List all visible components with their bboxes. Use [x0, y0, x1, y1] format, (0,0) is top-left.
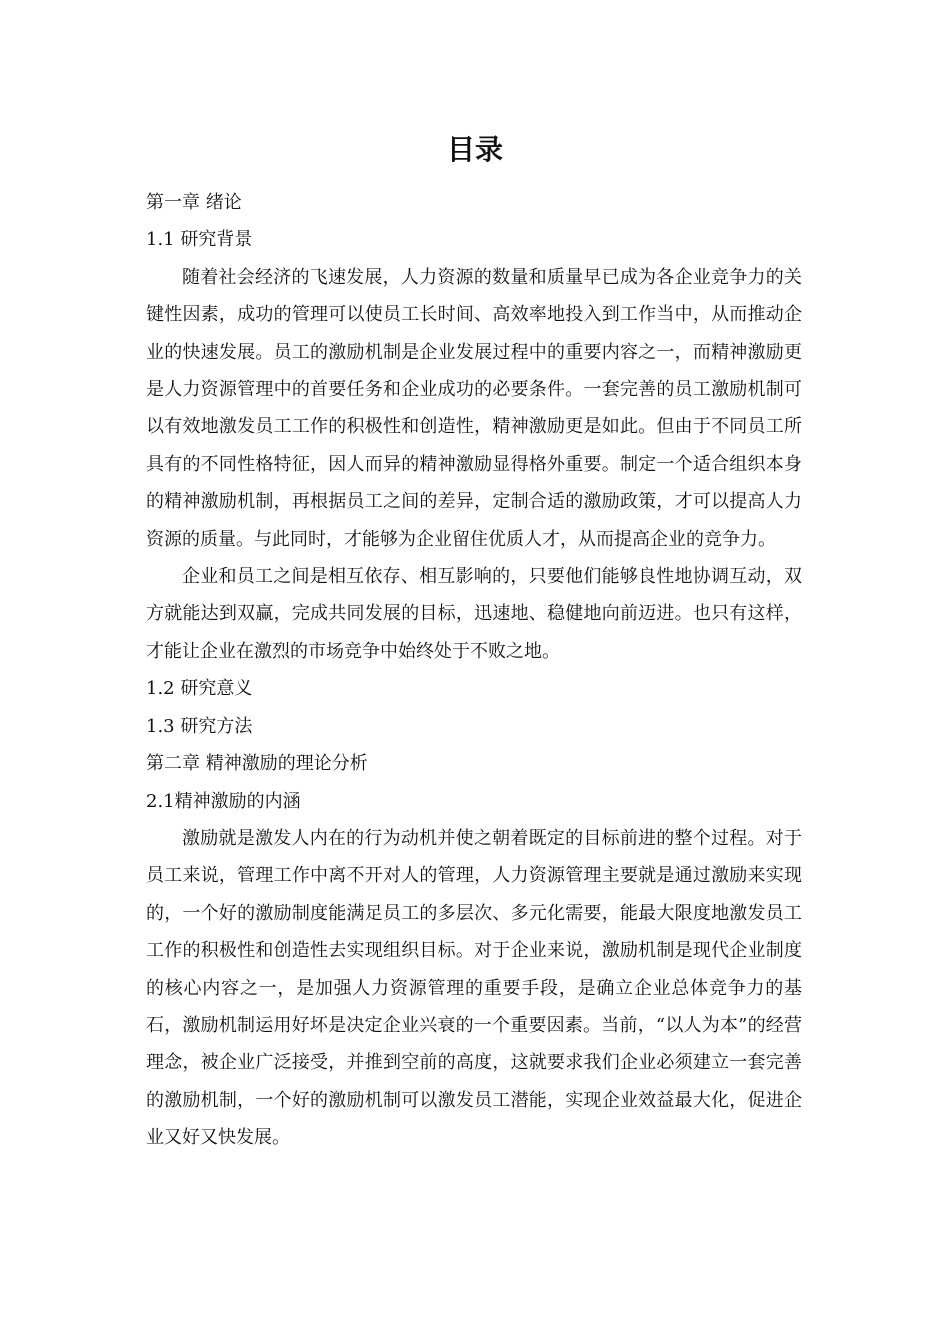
body-paragraph: 企业和员工之间是相互依存、相互影响的，只要他们能够良性地协调互动，双方就能达到双赢，完成共同发展的目标，迅速地、稳健地向前迈进。也只有这样，才能让企业在激烈的市场竞争中始终处于不败之地。: [146, 566, 802, 662]
section-heading: 1.3 研究方法: [146, 715, 253, 737]
section-heading: 1.1 研究背景: [146, 229, 253, 251]
document-body: [146, 184, 802, 1157]
chapter-heading: 第一章 绪论: [146, 192, 242, 213]
section-heading: 1.2 研究意义: [146, 678, 253, 700]
page-title: 目录: [446, 133, 503, 166]
body-paragraph: 激励就是激发人内在的行为动机并使之朝着既定的目标前进的整个过程。对于员工来说，管理工作中离不开对人的管理，人力资源管理主要就是通过激励来实现的，一个好的激励制度能满足员工的多层次、多元化需要，能最大限度地激发员工工作的积极性和创造性去实现组织目标。对于企业来说，激励机制是现代企业制度的核心内容之一，是加强人力资源管理的重要手段，是确立企业总体竞争力的基石，激励机制运用好坏是决定企业兴衰的一个重要因素。当前，“以人为本”的经营理念，被企业广泛接受，并推到空前的高度，这就要求我们企业必须建立一套完善的激励机制，一个好的激励机制可以激发员工潜能，实现企业效益最大化，促进企业又好又快发展。: [146, 827, 802, 1149]
body-paragraph: 随着社会经济的飞速发展，人力资源的数量和质量早已成为各企业竞争力的关键性因素，成功的管理可以使员工长时间、高效率地投入到工作当中，从而推动企业的快速发展。员工的激励机制是企业发展过程中的重要内容之一，而精神激励更是人力资源管理中的首要任务和企业成功的必要条件。一套完善的员工激励机制可以有效地激发员工工作的积极性和创造性，精神激励更是如此。但由于不同员工所具有的不同性格特征，因人而异的精神激励显得格外重要。制定一个适合组织本身的精神激励机制，再根据员工之间的差异，定制合适的激励政策，才可以提高人力资源的质量。与此同时，才能够为企业留住优质人才，从而提高企业的竞争力。: [146, 266, 802, 550]
section-heading: 2.1精神激励的内涵: [146, 790, 301, 812]
chapter-heading: 第二章 精神激励的理论分析: [146, 753, 368, 775]
